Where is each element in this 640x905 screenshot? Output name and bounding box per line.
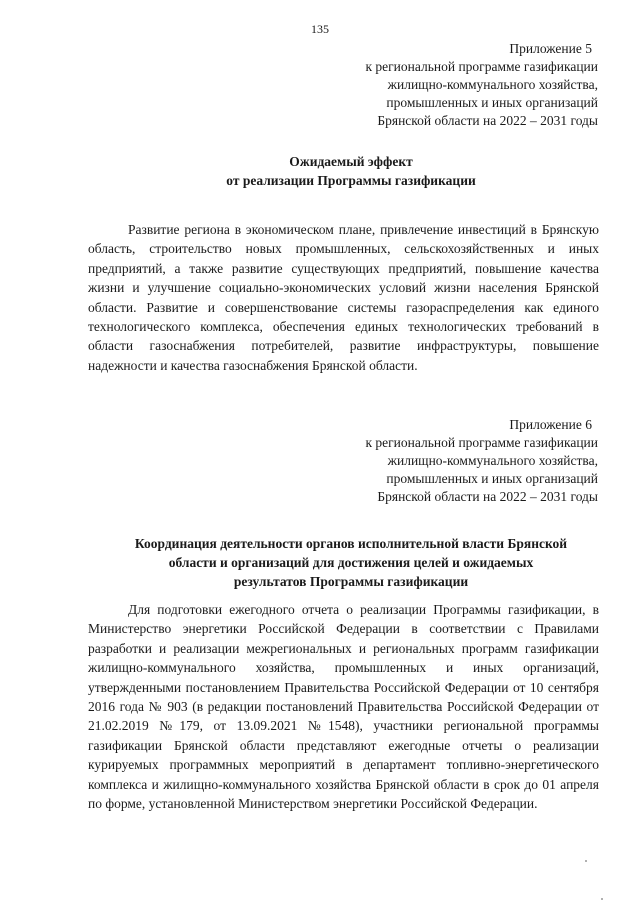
section-1-heading-line-1: Ожидаемый эффект xyxy=(289,154,413,169)
section-2-heading-line-3: результатов Программы газификации xyxy=(233,574,469,589)
appendix-6-line-5: Брянской области на 2022 – 2031 годы xyxy=(377,489,598,504)
section-2-paragraph: Для подготовки ежегодного отчета о реализации Программы газификации, в Министерство энергетики Российской Федерации в соответствии с Правилами разработки и реализации межрегиональных и региональных программ газификации жилищно-коммунального хозяйства, промышленных и иных организаций, утвержденными постановлением Правительства Российской Федерации от 10 сентября 2016 года № 903 (в редакции постановлений Правительства Российской Федерации от 21.02.2019 №179, от 13.09.2021 №1548), участники региональной программы газификации Брянской области представляют ежегодные отчеты о реализации курируемых программных мероприятий в департамент топливно-энергетического комплекса и жилищно-коммунального хозяйства Брянской области в срок до 01 апреля по форме, установленной Министерством энергетики Российской Федерации. xyxy=(88,602,599,812)
page-number: 135 xyxy=(311,22,329,36)
appendix-5-line-3: жилищно-коммунального хозяйства, xyxy=(387,77,598,92)
appendix-5-line-4: промышленных и иных организаций xyxy=(386,95,598,110)
appendix-5-line-5: Брянской области на 2022 – 2031 годы xyxy=(377,113,598,128)
appendix-6-line-3: жилищно-коммунального хозяйства, xyxy=(387,453,598,468)
appendix-6-title: Приложение 6 xyxy=(509,417,592,432)
section-2-heading-line-1: Координация деятельности органов исполнительной власти Брянской xyxy=(134,536,568,551)
section-2-heading-line-2: области и организаций для достижения целей и ожидаемых xyxy=(168,555,534,570)
section-1-paragraph: Развитие региона в экономическом плане, привлечение инвестиций в Брянскую область, строительство новых промышленных, сельскохозяйственных и иных предприятий, а также развитие существующих предприятий, повышение качества жизни и улучшение социально-экономических условий жизни населения Брянской области. Развитие и совершенствование системы газораспределения как единого технологического комплекса, обеспечения единых технологических требований в области газоснабжения потребителей, развитие инфраструктуры, повышение надежности и качества газоснабжения Брянской области. xyxy=(88,222,599,373)
appendix-5-title: Приложение 5 xyxy=(509,41,592,56)
section-2-heading xyxy=(92,534,610,591)
section-1-heading-line-2: от реализации Программы газификации xyxy=(226,173,476,188)
section-1-heading xyxy=(92,152,610,190)
scan-speck xyxy=(601,898,603,900)
appendix-6-line-4: промышленных и иных организаций xyxy=(386,471,598,486)
scan-speck xyxy=(585,860,587,862)
appendix-5-line-2: к региональной программе газификации xyxy=(365,59,598,74)
appendix-6-header xyxy=(298,416,598,506)
appendix-6-line-2: к региональной программе газификации xyxy=(365,435,598,450)
appendix-5-header xyxy=(298,40,598,130)
